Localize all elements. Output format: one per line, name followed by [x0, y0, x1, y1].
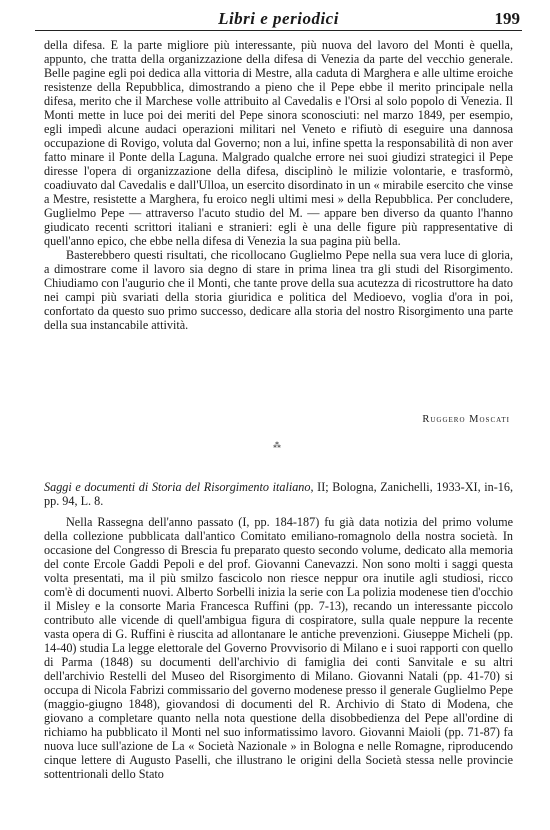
article-body	[44, 38, 513, 332]
review-body	[44, 515, 513, 781]
review-paragraph: Nella Rassegna dell'anno passato (I, pp. 184-187) fu già data notizia del primo volume della collezione pubblicata dall'antico Comitato emiliano-romagnolo della nostra società. In occasione del Congresso di Brescia fu preparato questo secondo volume, dedicato alla memoria del conte Ercole Gaddi Pepoli e del prof. Giovanni Canevazzi. Non sono molti i saggi questa volta presentati, ma il più smilzo fascicolo non riesce neppur ora inutile agli studiosi, ricco com'è di documenti nuovi. Alberto Sorbelli inizia la serie con La polizia modenese tien d'occhio il Misley e la consorte Maria Francesca Ruffini (pp. 7-13), recando un interessante piccolo contributo alle vicende di quell'ambigua figura di cospiratore, sulla quale neppure la recente vasta opera di G. Ruffini è riuscita ad allontanare le antiche prevenzioni. Giuseppe Micheli (pp. 14-40) studia La legge elettorale del Governo Provvisorio di Milano e i suoi rapporti con quello di Parma (1848) su documenti dell'archivio di famiglia dei conti Sanvitale e su altri dell'archivio Restelli del Museo del Risorgimento di Milano. Giovanni Natali (pp. 41-70) si occupa di Nicola Fabrizi commissario del governo modenese presso il generale Guglielmo Pepe (maggio-giugno 1848), giovandosi di documenti del R. Archivio di Stato di Modena, che giovano a completare quanto nella nota questione della disobbedienza del Pepe all'ordine di richiamo ha pubblicato il Monti nel suo informatissimo lavoro. Giovanni Maioli (pp. 71-87) fa nuova luce sull'azione de La « Società Nazionale » in Bologna e nelle Romagne, riproducendo cinque lettere di Augusto Paselli, che illustrano le origini della Società stessa nelle provincie sottentrionali dello Stato	[44, 515, 513, 781]
running-title: Libri e periodici	[218, 9, 339, 28]
page-number: 199	[494, 9, 520, 28]
running-header	[35, 8, 522, 31]
review-heading	[44, 480, 513, 508]
section-separator-asterism: ⁂	[273, 441, 281, 450]
review-title: Saggi e documenti di Storia del Risorgimento italiano,	[44, 480, 314, 494]
article-paragraph: della difesa. E la parte migliore più interessante, più nuova del lavoro del Monti è quella, appunto, che tratta della organizzazione della difesa di Venezia da parte del vecchio generale. Belle pagine egli poi dedica alla vittoria di Mestre, alla caduta di Marghera e alle ultime eroiche resistenze della Repubblica, dimostrando a pieno che il Pepe ebbe il merito principale nella difesa, merito che il Marchese volle attribuito al Cavedalis e l'Orsi al solo popolo di Venezia. Il Monti mette in luce poi dei meriti del Pepe sinora sconosciuti: nel marzo 1849, per esempio, egli impedì alcune audaci operazioni militari nel Veneto e rifiutò di eseguire una dannosa occupazione di Rovigo, voluta dal Governo; non a lui, infine spetta la responsabilità di non aver fatto minare il Ponte della Laguna. Malgrado qualche errore nei suoi giudizi strategici il Pepe diresse l'opera di organizzazione della difesa, disciplinò le milizie volontarie, e trasformò, coadiuvato dal Cavedalis e dall'Ulloa, un esercito disordinato in un « mirabile esercito che vinse a Mestre, resistette a Marghera, fu eroico negli ultimi mesi » della Repubblica. Per concludere, Guglielmo Pepe — attraverso l'acuto studio del M. — appare ben diverso da quanto l'hanno giudicato recenti scrittori italiani e stranieri: egli è una delle figure più rappresentative di quell'anno epico, che ebbe nella difesa di Venezia la sua pagina più bella.	[44, 38, 513, 248]
author-signature: Ruggero Moscati	[422, 414, 510, 425]
article-paragraph: Basterebbero questi risultati, che ricollocano Guglielmo Pepe nella sua vera luce di gloria, a dimostrare come il lavoro sia degno di stare in prima linea tra gli studi del Risorgimento. Chiudiamo con l'augurio che il Monti, che tante prove della sua acutezza di ricostruttore ha dato nei campi più svariati della storia giuridica e politica del Medioevo, voglia d'ora in poi, confortato da questo suo primo successo, dedicare alla storia del nostro Risorgimento una parte della sua instancabile attività.	[44, 248, 513, 332]
review-publication-info: II; Bologna, Zanichelli, 1933-XI, in-16, pp. 94, L. 8.	[44, 480, 513, 508]
